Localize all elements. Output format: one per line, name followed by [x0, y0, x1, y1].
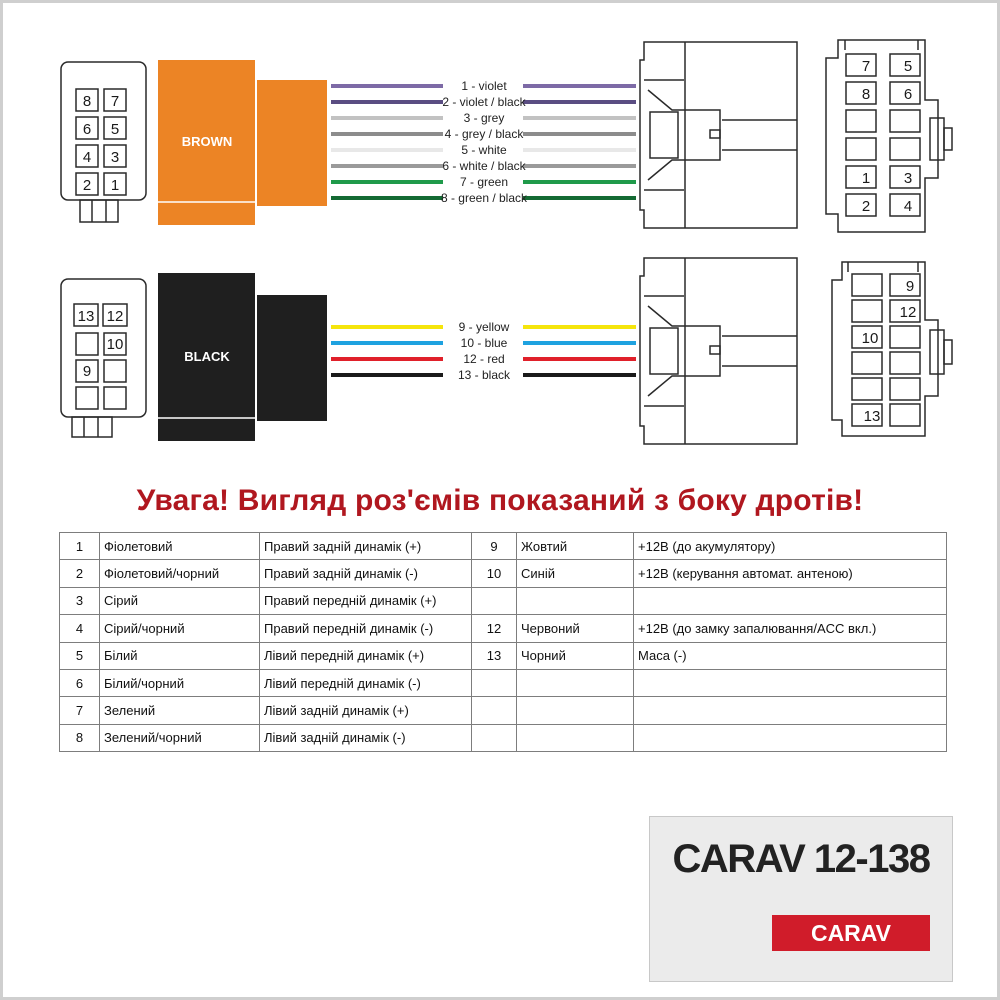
table-cell-n2	[472, 697, 517, 724]
table-cell-func2	[634, 724, 947, 751]
table-cell-func: Лівий задній динамік (+)	[260, 697, 472, 724]
socket-top-pin: 4	[82, 149, 92, 166]
table-cell-color2: Жовтий	[517, 533, 634, 560]
table-cell-n2	[472, 587, 517, 614]
table-cell-n: 3	[60, 587, 100, 614]
plug-top-pin: 6	[903, 86, 913, 103]
wire-label: 8 - green / black	[440, 191, 528, 205]
wire-label: 6 - white / black	[442, 159, 526, 173]
table-cell-n: 7	[60, 697, 100, 724]
table-row	[60, 697, 947, 724]
model-code: CARAV 12-138	[672, 837, 930, 881]
plug-bottom-pin: 12	[899, 304, 917, 321]
plug-top-pin: 8	[861, 86, 871, 103]
socket-top-pin: 3	[110, 149, 120, 166]
plug-bottom-pin: 9	[905, 278, 915, 295]
wire-label: 13 - black	[457, 368, 511, 382]
table-cell-n2: 12	[472, 615, 517, 642]
table-cell-n: 4	[60, 615, 100, 642]
plug-bottom-pin: 13	[863, 408, 881, 425]
table-cell-color2	[517, 724, 634, 751]
table-cell-color: Фіолетовий/чорний	[100, 560, 260, 587]
table-cell-color2	[517, 587, 634, 614]
table-cell-func: Лівий передній динамік (+)	[260, 642, 472, 669]
table-cell-n2	[472, 669, 517, 696]
table-cell-color: Сірий	[100, 587, 260, 614]
table-cell-func: Правий задній динамік (-)	[260, 560, 472, 587]
plug-top-pin: 5	[903, 58, 913, 75]
table-cell-color2: Чорний	[517, 642, 634, 669]
table-row	[60, 587, 947, 614]
table-cell-n2	[472, 724, 517, 751]
pinout-table	[59, 532, 947, 752]
socket-bottom-pin: 10	[106, 336, 124, 353]
wire-label: 3 - grey	[463, 111, 505, 125]
socket-top-pin: 1	[110, 177, 120, 194]
plug-top-pin: 2	[861, 198, 871, 215]
table-row	[60, 669, 947, 696]
socket-bottom-pin: 12	[106, 308, 124, 325]
table-cell-func2: Маса (-)	[634, 642, 947, 669]
table-cell-func: Правий передній динамік (-)	[260, 615, 472, 642]
table-cell-n2: 10	[472, 560, 517, 587]
table-cell-color: Фіолетовий	[100, 533, 260, 560]
wire-label: 5 - white	[461, 143, 507, 157]
table-row	[60, 560, 947, 587]
wire-label: 9 - yellow	[458, 320, 510, 334]
table-row	[60, 724, 947, 751]
warning-text: Увага! Вигляд роз'ємів показаний з боку дротів!	[136, 484, 864, 517]
table-cell-n2: 13	[472, 642, 517, 669]
wire-label: 2 - violet / black	[442, 95, 526, 109]
table-cell-n: 5	[60, 642, 100, 669]
table-row	[60, 615, 947, 642]
plug-top-pin: 3	[903, 170, 913, 187]
table-row	[60, 642, 947, 669]
black-connector-label: BLACK	[184, 349, 230, 364]
table-cell-color: Сірий/чорний	[100, 615, 260, 642]
table-cell-color: Білий	[100, 642, 260, 669]
table-cell-color2	[517, 669, 634, 696]
plug-top-pin: 7	[861, 58, 871, 75]
table-cell-func2: +12В (керування автомат. антеною)	[634, 560, 947, 587]
table-cell-n: 1	[60, 533, 100, 560]
table-cell-n2: 9	[472, 533, 517, 560]
socket-top-pin: 5	[110, 121, 120, 138]
table-cell-color2: Синій	[517, 560, 634, 587]
wire-label: 12 - red	[463, 352, 505, 366]
wire-label: 1 - violet	[461, 79, 507, 93]
wire-label: 7 - green	[459, 175, 509, 189]
socket-bottom-pin: 13	[77, 308, 95, 325]
table-cell-func2: +12В (до замку запалювання/ACC вкл.)	[634, 615, 947, 642]
socket-top-pin: 2	[82, 177, 92, 194]
table-cell-color2: Червоний	[517, 615, 634, 642]
table-cell-color: Зелений/чорний	[100, 724, 260, 751]
table-cell-func2	[634, 669, 947, 696]
table-cell-n: 2	[60, 560, 100, 587]
table-cell-color2	[517, 697, 634, 724]
brown-connector-label: BROWN	[181, 134, 233, 149]
table-cell-color: Білий/чорний	[100, 669, 260, 696]
plug-bottom-pin: 10	[861, 330, 879, 347]
table-cell-func2	[634, 587, 947, 614]
plug-top-pin: 1	[861, 170, 871, 187]
table-cell-func: Лівий задній динамік (-)	[260, 724, 472, 751]
table-cell-func2: +12В (до акумулятору)	[634, 533, 947, 560]
wiring-diagram	[0, 0, 1000, 480]
table-cell-n: 8	[60, 724, 100, 751]
socket-bottom-pin: 9	[82, 363, 92, 380]
brown-connector	[158, 60, 327, 225]
plug-top-pin: 4	[903, 198, 913, 215]
table-cell-func: Правий задній динамік (+)	[260, 533, 472, 560]
table-cell-func2	[634, 697, 947, 724]
table-cell-n: 6	[60, 669, 100, 696]
socket-top-pin: 6	[82, 121, 92, 138]
wire-label: 10 - blue	[460, 336, 508, 350]
socket-top-pin: 7	[110, 93, 120, 110]
black-connector	[158, 273, 327, 441]
table-cell-func: Правий передній динамік (+)	[260, 587, 472, 614]
wire-label: 4 - grey / black	[444, 127, 524, 141]
table-row	[60, 533, 947, 560]
model-box	[649, 816, 953, 982]
table-cell-func: Лівий передній динамік (-)	[260, 669, 472, 696]
table-cell-color: Зелений	[100, 697, 260, 724]
brand-logo: CARAV	[772, 915, 930, 951]
socket-top-pin: 8	[82, 93, 92, 110]
